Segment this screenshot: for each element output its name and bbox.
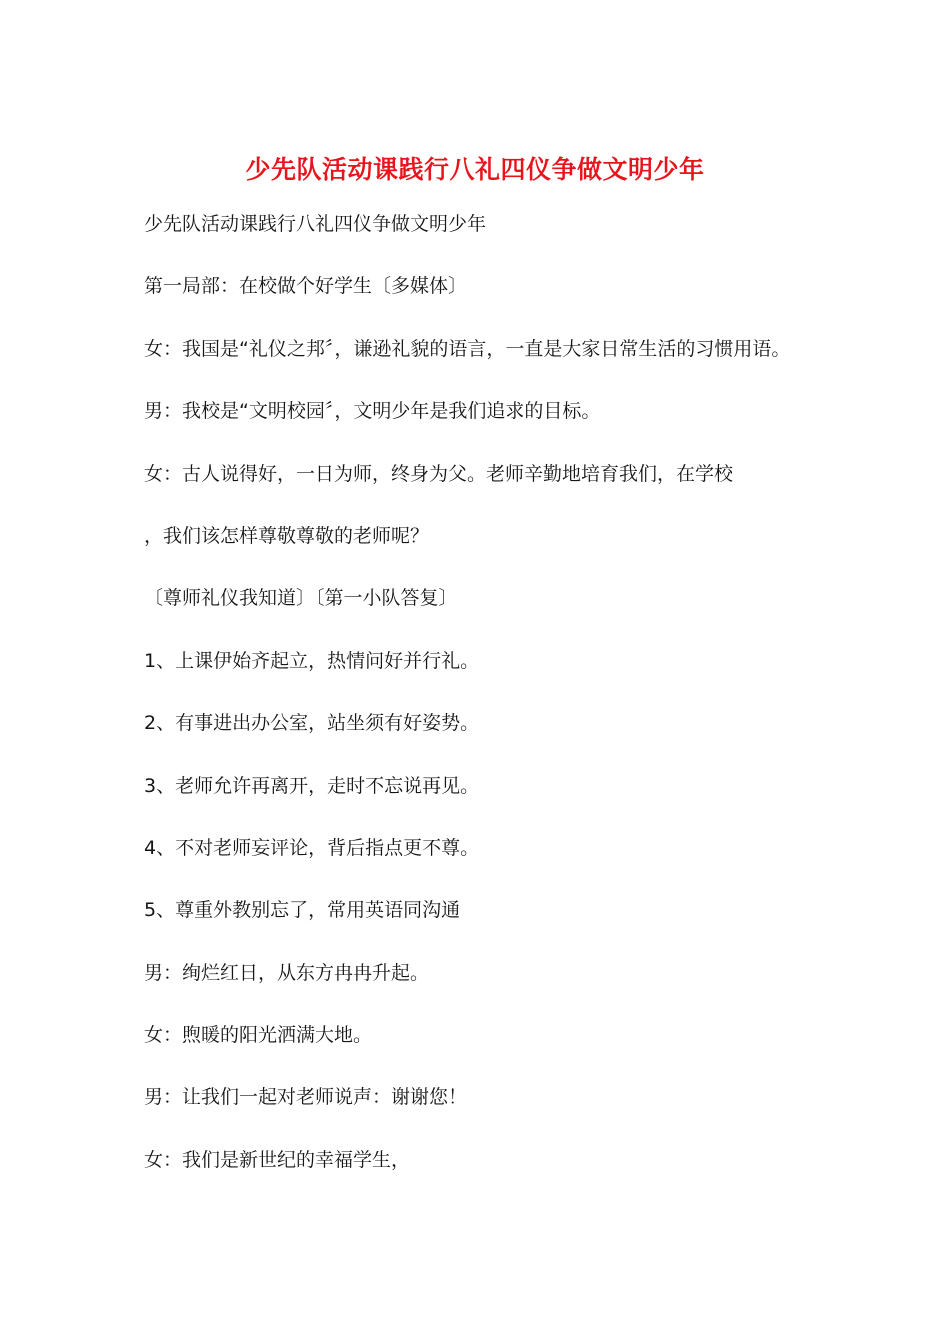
list-item: 3、老师允许再离开，走时不忘说再见。	[144, 774, 480, 797]
paragraph-line: 男：我校是“文明校园〞，文明少年是我们追求的目标。	[144, 400, 601, 423]
paragraph-line: 男：绚烂红日，从东方冉冉升起。	[144, 961, 430, 984]
paragraph-line: 男：让我们一起对老师说声：谢谢您！	[144, 1086, 468, 1109]
paragraph-line: 女：煦暖的阳光洒满大地。	[144, 1024, 373, 1047]
document-title: 少先队活动课践行八礼四仪争做文明少年	[245, 155, 705, 184]
paragraph-line: ，我们该怎样尊敬尊敬的老师呢？	[144, 524, 430, 547]
list-item: 4、不对老师妄评论，背后指点更不尊。	[144, 836, 480, 859]
paragraph-line: 少先队活动课践行八礼四仪争做文明少年	[144, 213, 487, 235]
paragraph-line: 〔尊师礼仪我知道〕〔第一小队答复〕	[144, 587, 458, 610]
paragraph-line: 女：我们是新世纪的幸福学生，	[144, 1148, 411, 1171]
list-item: 2、有事进出办公室，站坐须有好姿势。	[144, 712, 480, 735]
paragraph-line: 女：古人说得好，一日为师，终身为父。老师辛勤地培育我们，在学校	[144, 462, 734, 485]
document-body	[144, 209, 824, 1207]
paragraph-line: 第一局部：在校做个好学生〔多媒体〕	[144, 275, 468, 298]
list-item: 1、上课伊始齐起立，热情问好并行礼。	[144, 649, 480, 672]
list-item: 5、尊重外教别忘了，常用英语同沟通	[144, 899, 461, 922]
paragraph-line: 女：我国是“礼仪之邦〞，谦逊礼貌的语言，一直是大家日常生活的习惯用语。	[144, 337, 791, 360]
